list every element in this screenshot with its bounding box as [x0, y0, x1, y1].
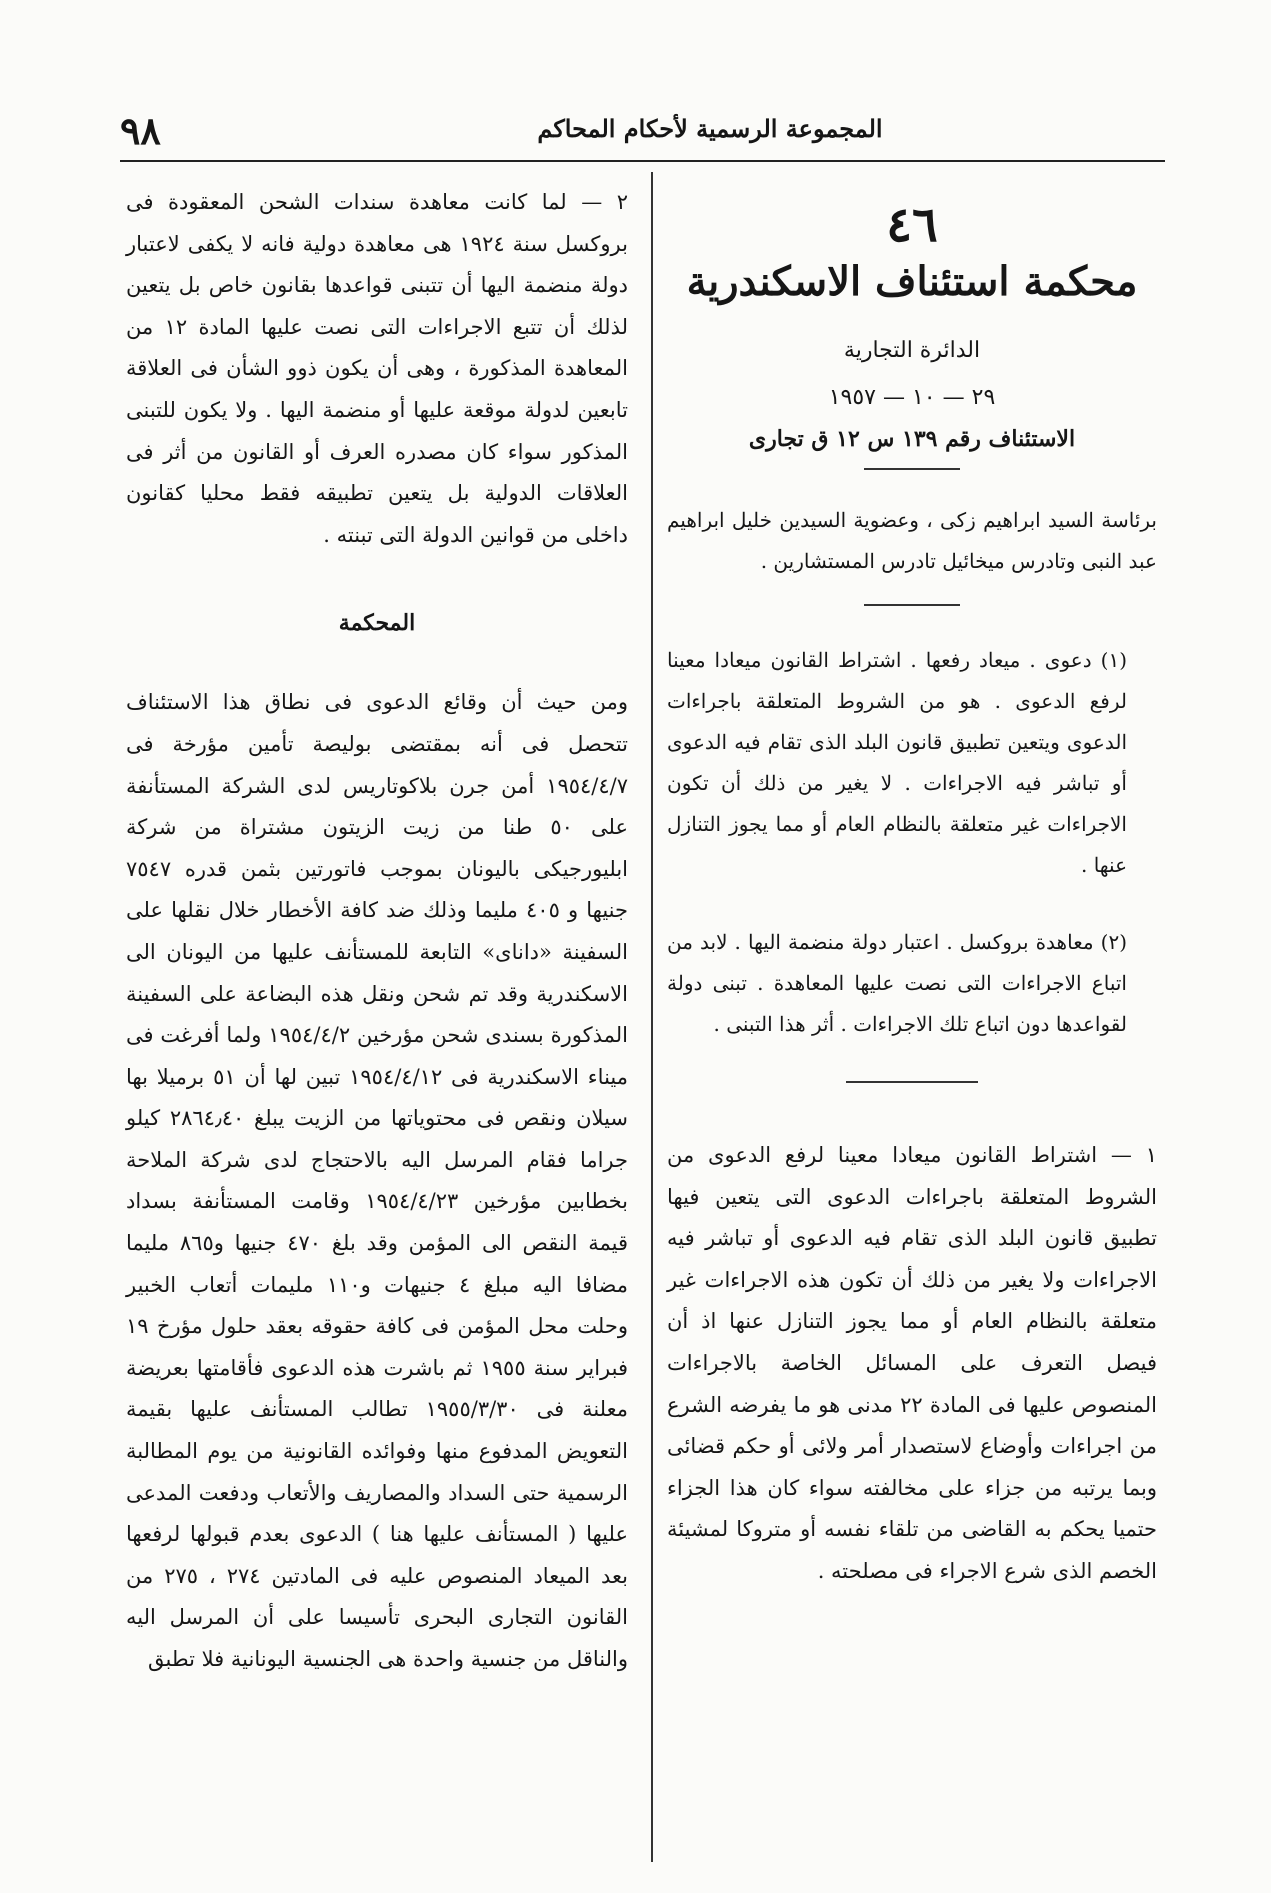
page-number: ٩٨	[120, 108, 161, 153]
circuit-name: الدائرة التجارية	[843, 338, 981, 363]
court-name: محكمة استئناف الاسكندرية	[686, 258, 1138, 305]
judgment-text: ومن حيث أن وقائع الدعوى فى نطاق هذا الاستئناف تتحصل فى أنه بمقتضى بوليصة تأمين مؤرخة فى ١٩٥٤/٤/٧ أمن جرن بلاكوتاريس لدى الشركة المستأنفة على ٥٠ طنا من زيت الزيتون مشتراة من شركة ابليورجيكى باليونان بموجب فاتورتين بثمن قدره ٧٥٤٧ جنيها و ٤٠٥ مليما وذلك ضد كافة الأخطار خلال نقلها على السفينة «داناى» التابعة للمستأنف عليها من اليونان الى الاسكندرية وقد تم شحن ونقل هذه البضاعة على السفينة المذكورة بسندى شحن مؤرخين ١٩٥٤/٤/٢ ولما أفرغت فى ميناء الاسكندرية فى ١٩٥٤/٤/١٢ تبين لها أن ٥١ برميلا بها سيلان ونقص فى محتوياتها من الزيت يبلغ ٢٨٦٤٫٤٠ كيلو جراما فقام المرسل اليه بالاحتجاج لدى شركة الملاحة بخطابين مؤرخين ١٩٥٤/٤/٢٣ وقامت المستأنفة بسداد قيمة النقص الى المؤمن وقد بلغ ٤٧٠ جنيها و٨٦٥ مليما مضافا اليه مبلغ ٤ جنيهات و١١٠ مليمات أتعاب الخبير وحلت محل المؤمن فى كافة حقوقه بعقد حلول مؤرخ ١٩ فبراير سنة ١٩٥٥ ثم باشرت هذه الدعوى فأقامتها بعريضة معلنة فى ١٩٥٥/٣/٣٠ تطالب المستأنف عليها بقيمة التعويض المدفوع منها وفوائده القانونية من يوم المطالبة الرسمية حتى السداد والمصاريف والأتعاب ودفعت المدعى عليها ( المستأنف عليها هنا ) الدعوى بعدم قبولها لرفعها بعد الميعاد المنصوص عليه فى المادتين ٢٧٤ ، ٢٧٥ من القانون التجارى البحرى تأسيسا على أن المرسل اليه والناقل من جنسية واحدة هى الجنسية اليونانية فلا تطبق	[126, 690, 629, 1671]
page-header	[120, 108, 1160, 160]
principle-2: ٢ — لما كانت معاهدة سندات الشحن المعقودة فى بروكسل سنة ١٩٢٤ هى معاهدة دولية فانه لا يكفى لاعتبار دولة منضمة اليها أن تتبنى قواعدها بقانون خاص بل يتعين لذلك أن تتبع الاجراءات التى نصت عليها المادة ١٢ من المعاهدة المذكورة ، وهى أن يكون ذوو الشأن فى العلاقة تابعين لدولة موقعة عليها أو منضمة اليها . ولا يكون للتبنى المذكور سواء كان مصدره العرف أو القانون من أثر فى العلاقات الدولية بل يتعين تطبيقه فقط محليا كقانون داخلى من قوانين الدولة التى تبنته .	[126, 190, 628, 547]
panel-composition: برئاسة السيد ابراهيم زكى ، وعضوية السيدين خليل ابراهيم عبد النبى وتادرس ميخائيل تادرس المستشارين .	[667, 508, 1157, 573]
header-rule	[120, 160, 1165, 162]
case-column	[667, 196, 1157, 1593]
separator-rule	[864, 468, 960, 470]
column-divider	[651, 172, 653, 1862]
principle-1: ١ — اشتراط القانون ميعادا معينا لرفع الدعوى من الشروط المتعلقة باجراءات الدعوى التى يتعين فيها تطبيق قانون البلد الذى تقام فيه الدعوى أو تباشر فيه الاجراءات ولا يغير من ذلك أن تكون هذه الاجراءات غير متعلقة بالنظام العام أو مما يجوز التنازل عنها اذ أن فيصل التعرف على المسائل الخاصة بالاجراءات المنصوص عليها فى المادة ٢٢ مدنى هو ما يفرضه الشرع من اجراءات وأوضاع لاستصدار أمر ولائى أو حكم قضائى وبما يرتبه من جزاء على مخالفته سواء كان هذا الجزاء حتميا يحكم به القاضى من تلقاء نفسه أو متروكا لمشيئة الخصم الذى شرع الاجراء فى مصلحته .	[667, 1143, 1157, 1583]
running-title: المجموعة الرسمية لأحكام المحاكم	[537, 114, 883, 143]
headnotes	[667, 640, 1127, 1045]
appeal-number: الاستئناف رقم ١٣٩ س ١٢ ق تجارى	[748, 426, 1076, 452]
separator-rule	[846, 1081, 978, 1083]
judgment-heading: المحكمة	[338, 610, 416, 637]
headnote-2: (٢) معاهدة بروكسل . اعتبار دولة منضمة اليها . لابد من اتباع الاجراءات التى نصت عليها المعاهدة . تبنى دولة لقواعدها دون اتباع تلك الاجراءات . أثر هذا التبنى .	[667, 930, 1127, 1036]
judgment-column	[126, 182, 628, 1681]
headnote-1: (١) دعوى . ميعاد رفعها . اشتراط القانون ميعادا معينا لرفع الدعوى . هو من الشروط المتعلقة باجراءات الدعوى ويتعين تطبيق قانون البلد الذى تقام فيه الدعوى أو تباشر فيه الاجراءات . لا يغير من ذلك أن تكون الاجراءات غير متعلقة بالنظام العام أو مما يجوز التنازل عنها .	[667, 648, 1128, 877]
case-date: ٢٩ — ١٠ — ١٩٥٧	[828, 385, 996, 410]
case-number: ٤٦	[886, 197, 938, 253]
separator-rule	[864, 604, 960, 606]
